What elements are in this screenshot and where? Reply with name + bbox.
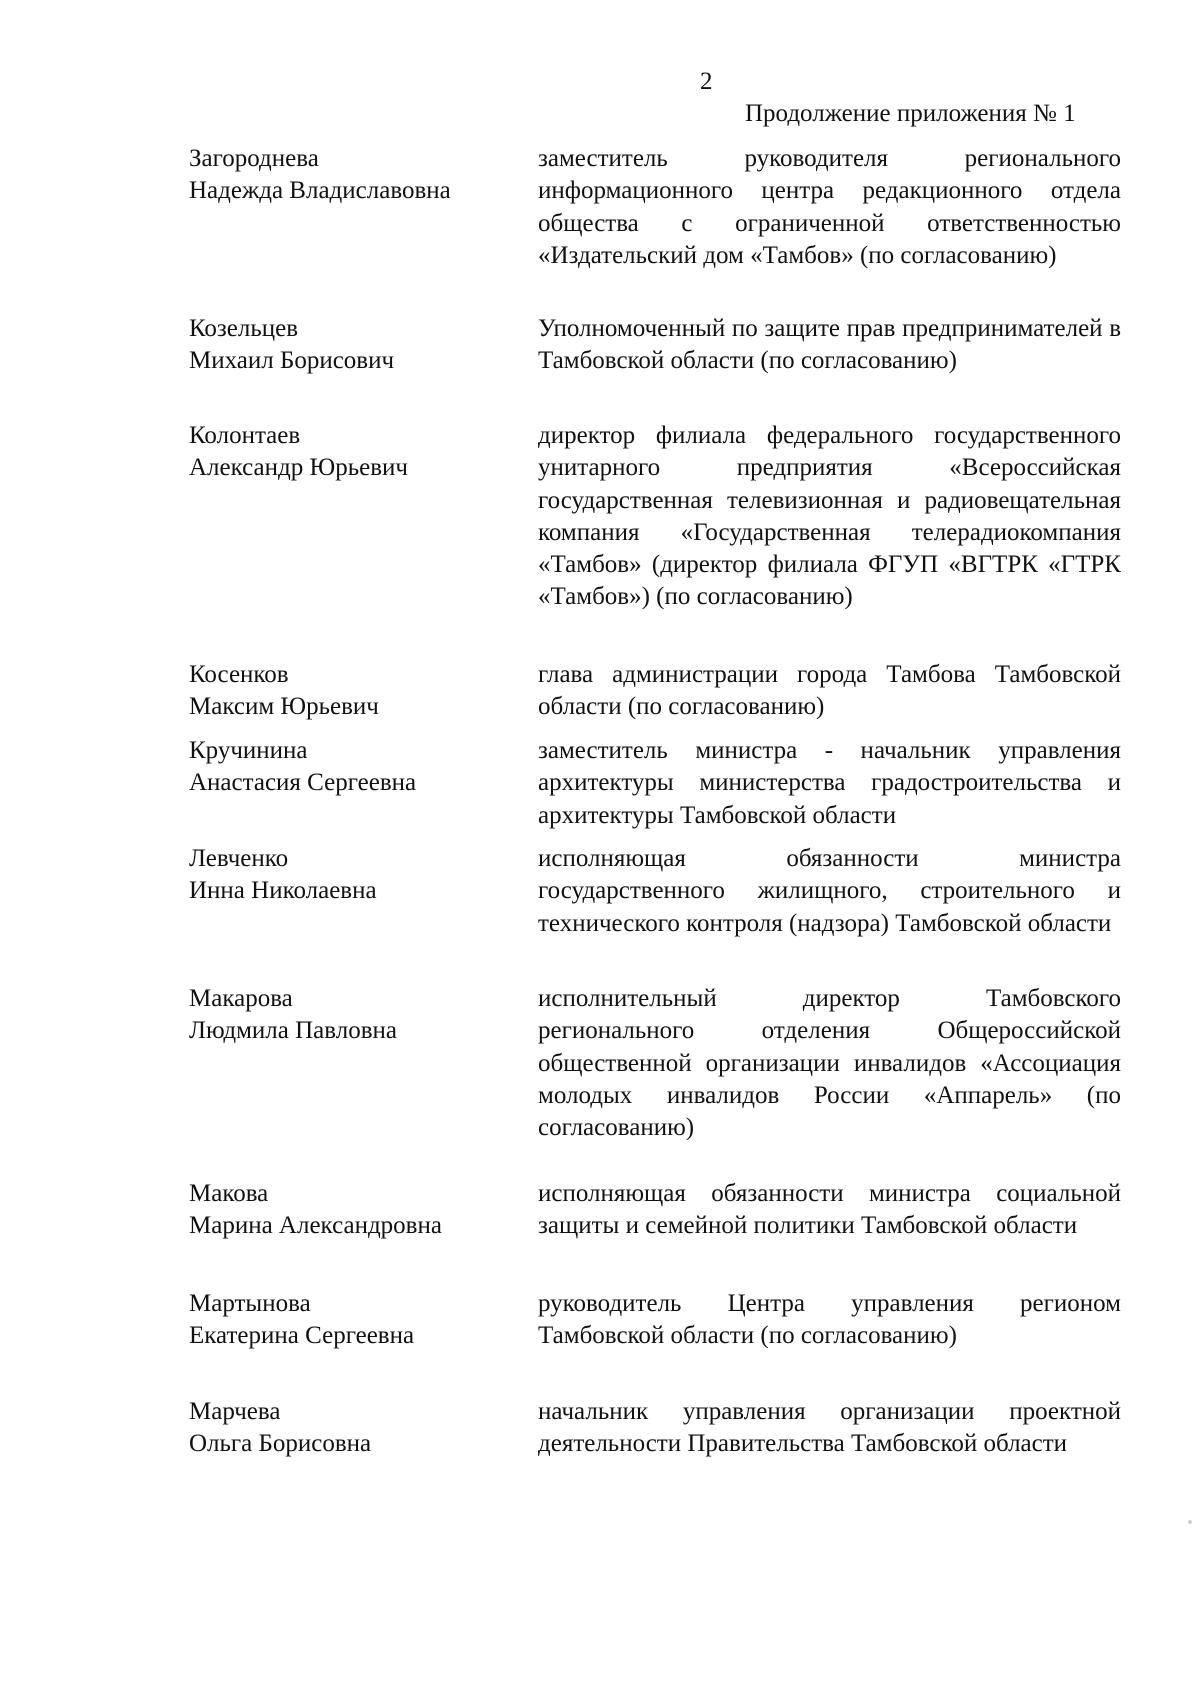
member-name: Левченко Инна Николаевна bbox=[189, 845, 377, 905]
member-position: руководитель Центра управления регионом Тамбовской области (по согласованию) bbox=[538, 1290, 1121, 1350]
member-name: Макарова Людмила Павловна bbox=[189, 985, 397, 1045]
member-name: Косенков Максим Юрьевич bbox=[189, 661, 379, 721]
member-position: Уполномоченный по защите прав предпринимателей в Тамбовской области (по согласованию) bbox=[538, 315, 1121, 375]
appendix-continuation-note: Продолжение приложения № 1 bbox=[745, 100, 1076, 127]
member-name: Загороднева Надежда Владиславовна bbox=[189, 145, 451, 205]
member-name: Колонтаев Александр Юрьевич bbox=[189, 422, 408, 482]
member-name: Макова Марина Александровна bbox=[189, 1180, 442, 1240]
member-position: начальник управления организации проектной деятельности Правительства Тамбовской области bbox=[538, 1398, 1121, 1458]
member-position: заместитель руководителя регионального информационного центра редакционного отдела общества с ограниченной ответственностью «Издательский дом «Тамбов» (по согласованию) bbox=[538, 145, 1121, 269]
member-name: Кручинина Анастасия Сергеевна bbox=[189, 737, 417, 797]
member-position: исполнительный директор Тамбовского регионального отделения Общероссийской общественной организации инвалидов «Ассоциация молодых инвалидов России «Аппарель» (по согласованию) bbox=[538, 985, 1121, 1142]
page-number: 2 bbox=[700, 68, 713, 95]
member-position: исполняющая обязанности министра социальной защиты и семейной политики Тамбовской области bbox=[538, 1180, 1121, 1240]
member-position: глава администрации города Тамбова Тамбовской области (по согласованию) bbox=[538, 661, 1121, 721]
member-position: исполняющая обязанности министра государственного жилищного, строительного и технического контроля (надзора) Тамбовской области bbox=[538, 845, 1121, 937]
member-position: директор филиала федерального государственного унитарного предприятия «Всероссийская государственная телевизионная и радиовещательная компания «Государственная телерадиокомпания «Тамбов» (директор филиала ФГУП «ВГТРК «ГТРК «Тамбов») (по согласованию) bbox=[538, 422, 1121, 611]
scan-speck bbox=[1188, 1520, 1192, 1524]
member-name: Марчева Ольга Борисовна bbox=[189, 1398, 372, 1458]
member-position: заместитель министра - начальник управления архитектуры министерства градостроительства и архитектуры Тамбовской области bbox=[538, 737, 1121, 829]
member-name: Мартынова Екатерина Сергеевна bbox=[189, 1290, 415, 1350]
member-name: Козельцев Михаил Борисович bbox=[189, 315, 395, 375]
